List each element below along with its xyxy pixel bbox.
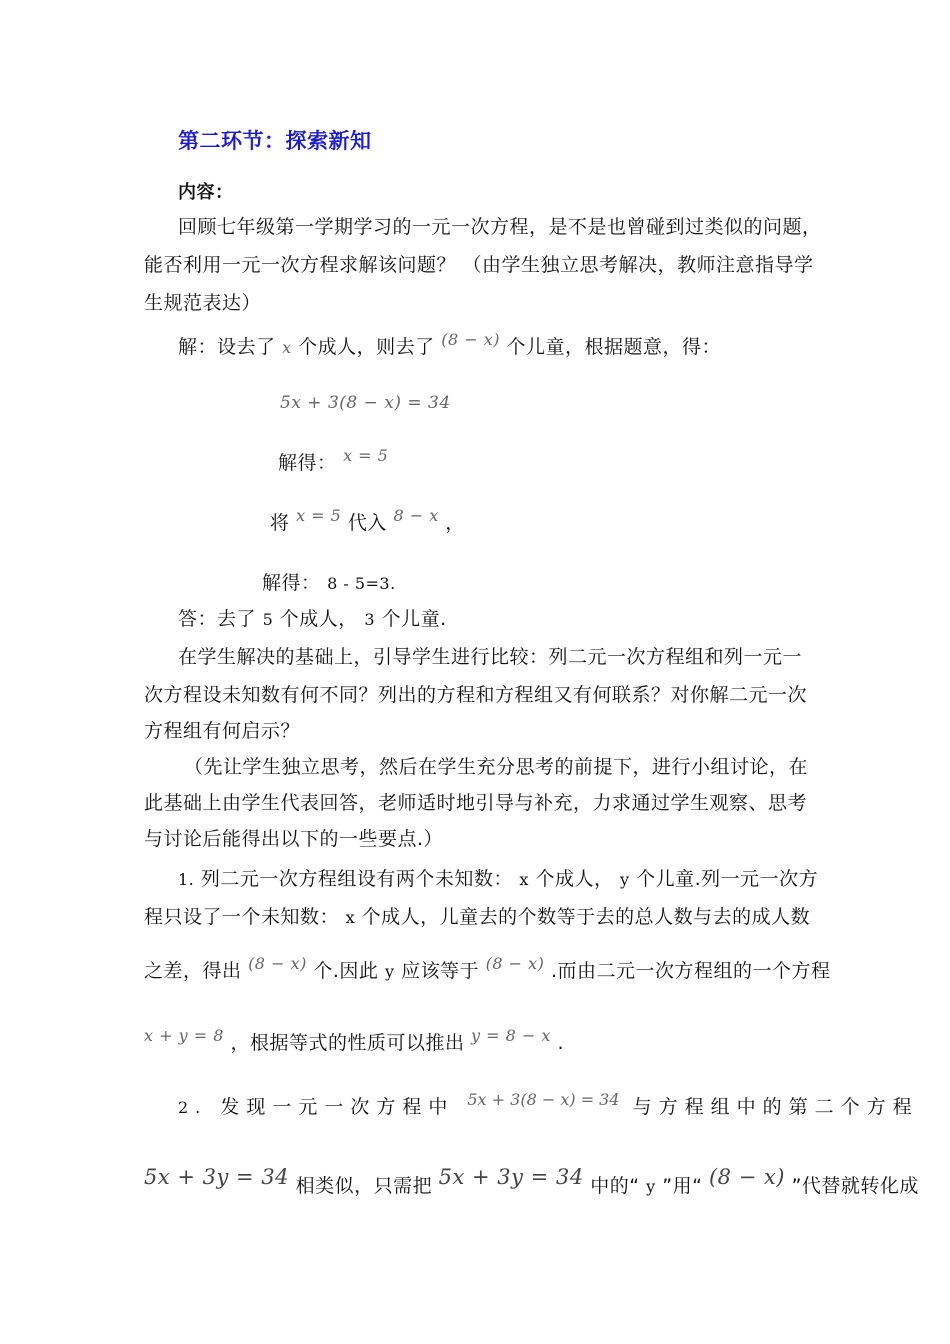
discuss-line-3: 与讨论后能得出以下的一些要点.） xyxy=(144,828,444,850)
point2-l2-text-b: 中的“ xyxy=(590,1175,640,1197)
point1-l3-text-b: 个.因此 xyxy=(313,960,379,982)
point1-text-c: 个儿童.列一元一次方 xyxy=(636,868,819,890)
point1-l4-eq: x + y = 8 xyxy=(144,1026,224,1045)
intro-line-2: 能否利用一元一次方程求解该问题？ （由学生独立思考解决，教师注意指导学 xyxy=(144,254,814,276)
solution-x: x = 5 xyxy=(343,446,389,465)
point1-l2-text-a: 程只设了一个未知数： xyxy=(144,906,340,928)
solve-line xyxy=(278,446,389,477)
point2-line-1 xyxy=(178,1090,919,1121)
point2-line-2 xyxy=(144,1165,919,1200)
point1-line-4 xyxy=(144,1026,565,1057)
answer-3: 3 xyxy=(364,610,376,629)
point2-text-a: 发现一元一次方程中 xyxy=(220,1096,455,1118)
solution-setup xyxy=(178,330,722,361)
point2-l2-text-c: ”用“ xyxy=(662,1175,703,1197)
substitute-text-a: 将 xyxy=(270,512,290,534)
point1-l3-expr1: (8 − x) xyxy=(248,954,307,973)
setup-text-a: 解：设去了 xyxy=(178,336,276,358)
intro-line-3: 生规范表达） xyxy=(144,292,262,314)
substitute-x: x = 5 xyxy=(296,506,342,525)
point1-l4-eq2: y = 8 − x xyxy=(471,1026,551,1045)
substitute-line xyxy=(270,506,465,537)
point1-l3-text-c: 应该等于 xyxy=(401,960,480,982)
point1-l3-y: y xyxy=(384,962,395,981)
point1-y: y xyxy=(620,870,630,889)
answer-text-a: 答：去了 xyxy=(178,608,257,630)
answer-text-c: 个儿童. xyxy=(381,608,447,630)
intro-line-1: 回顾七年级第一学期学习的一元一次方程，是不是也曾碰到过类似的问题， xyxy=(178,216,822,238)
point1-l3-text-a: 之差，得出 xyxy=(144,960,242,982)
point1-l2-x: x xyxy=(345,908,356,927)
solve2-line xyxy=(262,570,396,597)
point1-text-b: 个成人， xyxy=(535,868,614,890)
answer-line xyxy=(178,606,447,633)
substitute-expr: 8 − x xyxy=(393,506,439,525)
setup-text-b: 个成人，则去了 xyxy=(298,336,435,358)
compare-line-1: 在学生解决的基础上，引导学生进行比较：列二元一次方程组和列一元一 xyxy=(178,646,803,668)
point2-eq: 5x + 3(8 − x) = 34 xyxy=(467,1090,620,1109)
compare-line-3: 方程组有何启示？ xyxy=(144,720,301,742)
point1-line-3 xyxy=(144,954,831,985)
point1-l3-expr2: (8 − x) xyxy=(485,954,545,973)
point2-l2-expr: (8 − x) xyxy=(708,1165,786,1189)
var-x: x xyxy=(282,338,292,357)
point2-l2-y: y xyxy=(646,1177,656,1196)
point1-x: x xyxy=(519,870,529,889)
point2-l2-eq2: 5x + 3y = 34 xyxy=(438,1165,584,1189)
point1-number: 1. xyxy=(178,870,195,889)
point2-l2-eq: 5x + 3y = 34 xyxy=(144,1165,290,1189)
point1-line-1 xyxy=(178,866,818,893)
discuss-line-2: 此基础上由学生代表回答，老师适时地引导与补充，力求通过学生观察、思考 xyxy=(144,792,808,814)
point2-l2-text-d: ”代替就转化成 xyxy=(791,1175,919,1197)
point1-l2-text-b: 个成人，儿童去的个数等于去的总人数与去的成人数 xyxy=(361,906,811,928)
solve2-value: 8 - 5=3. xyxy=(327,574,396,593)
point2-l2-text-a: 相类似，只需把 xyxy=(295,1175,433,1197)
setup-text-c: 个儿童，根据题意，得： xyxy=(506,336,722,358)
solve2-label: 解得： xyxy=(262,572,321,594)
substitute-text-b: 代入 xyxy=(347,512,387,534)
point1-l3-text-d: .而由二元一次方程组的一个方程 xyxy=(550,960,831,982)
point1-l4-text-b: . xyxy=(557,1032,565,1054)
point2-text-b: 与方程组中的第二个方程 xyxy=(632,1096,919,1118)
point2-number: 2. xyxy=(178,1098,208,1117)
point1-l4-text-a: ，根据等式的性质可以推出 xyxy=(230,1032,465,1054)
substitute-text-c: ， xyxy=(445,512,465,534)
answer-5: 5 xyxy=(262,610,274,629)
compare-line-2: 次方程设未知数有何不同？列出的方程和方程组又有何联系？对你解二元一次 xyxy=(144,684,808,706)
answer-text-b: 个成人， xyxy=(279,608,358,630)
equation-1: 5x + 3(8 − x) = 34 xyxy=(280,393,451,413)
content-label: 内容： xyxy=(178,182,234,203)
point1-line-2 xyxy=(144,904,810,931)
solve-label: 解得： xyxy=(278,452,337,474)
point1-text-a: 列二元一次方程组设有两个未知数： xyxy=(200,868,513,890)
expr-8-minus-x: (8 − x) xyxy=(441,330,500,349)
discuss-line-1: （先让学生独立思考，然后在学生充分思考的前提下，进行小组讨论，在 xyxy=(184,756,809,778)
section-heading: 第二环节：探索新知 xyxy=(178,129,372,153)
